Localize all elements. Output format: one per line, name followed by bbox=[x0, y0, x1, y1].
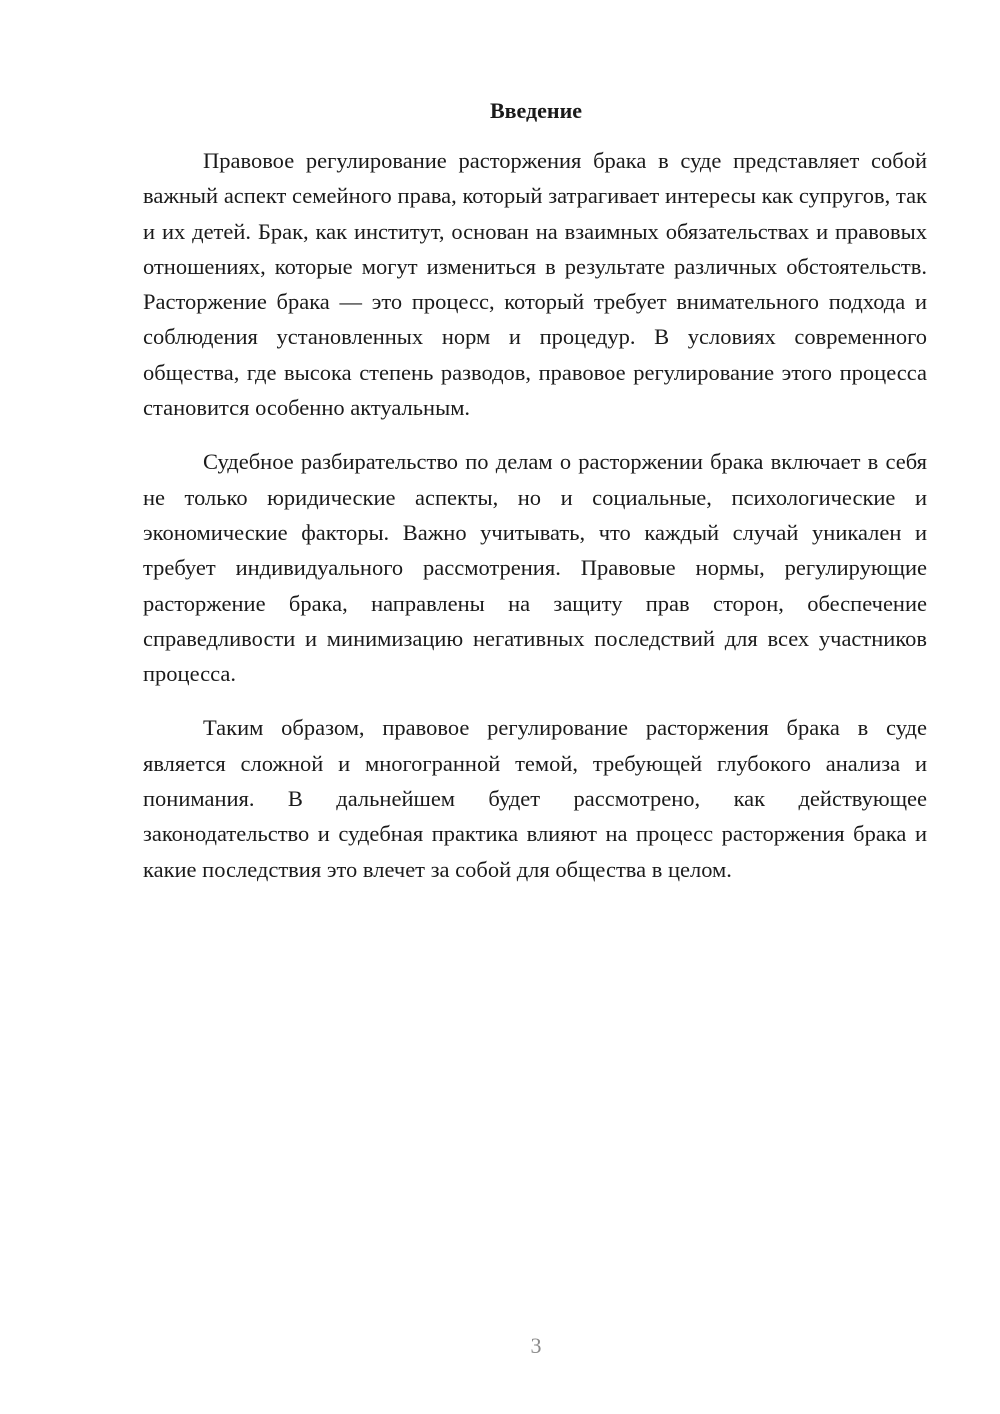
page-number: 3 bbox=[530, 1333, 542, 1358]
section-heading: Введение bbox=[489, 98, 583, 123]
document-body bbox=[143, 143, 927, 906]
paragraph-1: Правовое регулирование расторжения брака в суде представляет собой важный аспект семейного права, который затрагивает интересы как супругов, так и их детей. Брак, как институт, основан на взаимных обязательствах и правовых отношениях, которые могут измениться в результате различных обстоятельств. Расторжение брака — это процесс, который требует внимательного подхода и соблюдения установленных норм и процедур. В условиях современного общества, где высока степень разводов, правовое регулирование этого процесса становится особенно актуальным. bbox=[143, 148, 927, 421]
paragraph-2: Судебное разбирательство по делам о расторжении брака включает в себя не только юридические аспекты, но и социальные, психологические и экономические факторы. Важно учитывать, что каждый случай уникален и требует индивидуального рассмотрения. Правовые нормы, регулирующие расторжение брака, направлены на защиту прав сторон, обеспечение справедливости и минимизацию негативных последствий для всех участников процесса. bbox=[143, 449, 927, 687]
paragraph-3: Таким образом, правовое регулирование расторжения брака в суде является сложной и многогранной темой, требующей глубокого анализа и понимания. В дальнейшем будет рассмотрено, как действующее законодательство и судебная практика влияют на процесс расторжения брака и какие последствия это влечет за собой для общества в целом. bbox=[143, 715, 927, 882]
